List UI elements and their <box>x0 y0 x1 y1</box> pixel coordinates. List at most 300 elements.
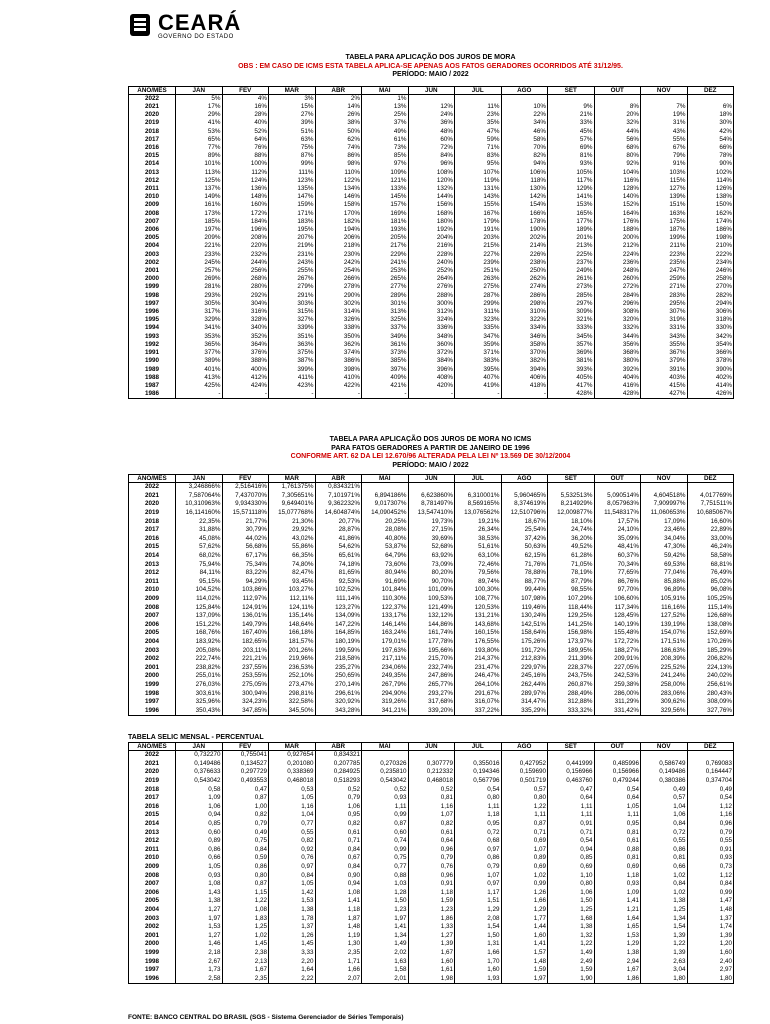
table-row <box>129 932 734 941</box>
rate-cell: 231,47% <box>455 664 502 673</box>
rate-cell: 1,16 <box>687 811 734 820</box>
year-cell: 1996 <box>129 707 176 716</box>
rate-cell: 0,156966 <box>594 768 641 777</box>
rate-cell: 0,834321% <box>315 483 362 492</box>
rate-cell: 406% <box>501 374 548 382</box>
rate-cell: 27,15% <box>408 526 455 535</box>
year-cell: 2015 <box>129 811 176 820</box>
rate-cell: 162% <box>687 210 734 218</box>
rate-cell: 0,54 <box>548 837 595 846</box>
rate-cell: 75,34% <box>222 561 269 570</box>
year-cell: 2006 <box>129 889 176 898</box>
month-column-header: MAR <box>269 743 316 751</box>
rate-cell: 204% <box>408 234 455 242</box>
rate-cell: 61% <box>362 136 409 144</box>
rate-cell: 335,29% <box>501 707 548 716</box>
table-row <box>129 854 734 863</box>
rate-cell: 188,27% <box>594 647 641 656</box>
rate-cell: 62,15% <box>501 552 548 561</box>
month-column-header: AGO <box>501 743 548 751</box>
rate-cell: 41% <box>176 119 223 127</box>
rate-cell: 18,67% <box>501 518 548 527</box>
rate-cell: 13,076562% <box>455 509 502 518</box>
rate-cell: 253,55% <box>222 672 269 681</box>
rate-cell: 0,79 <box>315 794 362 803</box>
month-column-header: MAI <box>362 475 409 483</box>
month-column-header: MAI <box>362 743 409 751</box>
table-row <box>129 923 734 932</box>
rate-cell: 81,65% <box>315 569 362 578</box>
rate-cell: 148,64% <box>269 621 316 630</box>
rate-cell: 269% <box>176 275 223 283</box>
rate-cell: 0,64 <box>408 837 455 846</box>
year-cell: 2019 <box>129 119 176 127</box>
rate-cell: 417% <box>548 382 595 390</box>
month-column-header: MAI <box>362 86 409 94</box>
year-cell: 2022 <box>129 483 176 492</box>
table-row <box>129 638 734 647</box>
rate-cell: 104,52% <box>176 586 223 595</box>
rate-cell: 0,53 <box>269 786 316 795</box>
rate-cell: 74,18% <box>315 561 362 570</box>
rate-cell: 275,05% <box>222 681 269 690</box>
rate-cell: 288,49% <box>548 690 595 699</box>
rate-cell: 208,39% <box>641 655 688 664</box>
rate-cell: 297% <box>548 300 595 308</box>
rate-cell: 276% <box>408 283 455 291</box>
rate-cell: 316% <box>222 308 269 316</box>
rate-cell: 1,06 <box>315 803 362 812</box>
rate-cell: 252% <box>408 267 455 275</box>
rate-cell: 0,77 <box>362 863 409 872</box>
rate-cell <box>501 94 548 103</box>
rate-cell: 1,11 <box>501 811 548 820</box>
rate-cell: 330% <box>687 324 734 332</box>
year-cell: 2021 <box>129 103 176 111</box>
rate-cell: 272% <box>594 283 641 291</box>
rate-cell: 215% <box>455 242 502 250</box>
rate-cell: 0,79 <box>408 854 455 863</box>
rate-cell: 169% <box>362 210 409 218</box>
rate-cell: 157% <box>362 201 409 209</box>
rate-cell: 285% <box>548 292 595 300</box>
rate-cell: 301% <box>362 300 409 308</box>
rate-cell: 1,43 <box>176 889 223 898</box>
rate-cell: 404% <box>594 374 641 382</box>
rate-cell: - <box>315 390 362 399</box>
rate-cell: 43,02% <box>269 535 316 544</box>
rate-cell: 1,67 <box>408 949 455 958</box>
month-column-header: FEV <box>222 743 269 751</box>
rate-cell: 229% <box>362 251 409 259</box>
rate-cell: 1,57 <box>501 949 548 958</box>
table-row <box>129 518 734 527</box>
rate-cell: 34,04% <box>641 535 688 544</box>
table-row <box>129 94 734 103</box>
rate-cell: 1,04 <box>641 803 688 812</box>
rate-cell: 0,834321 <box>315 751 362 760</box>
rate-cell: 415% <box>641 382 688 390</box>
rate-cell: 2,94 <box>594 958 641 967</box>
rate-cell: 63,10% <box>455 552 502 561</box>
rate-cell: 0,93 <box>687 854 734 863</box>
rate-cell: 122% <box>315 177 362 185</box>
rate-cell: 167,40% <box>222 629 269 638</box>
table-row <box>129 283 734 291</box>
rate-cell: 1,66 <box>315 966 362 975</box>
rate-cell: 64% <box>222 136 269 144</box>
rate-cell: 231% <box>269 251 316 259</box>
year-cell: 2011 <box>129 578 176 587</box>
rate-cell: 51% <box>269 128 316 136</box>
rate-cell: 0,49 <box>687 786 734 795</box>
rate-cell: 227,05% <box>594 664 641 673</box>
rate-cell: 0,201080 <box>269 760 316 769</box>
rate-cell: 1,21 <box>594 906 641 915</box>
rate-cell: 95,15% <box>176 578 223 587</box>
rate-cell: 0,89 <box>176 837 223 846</box>
rate-cell: 314% <box>315 308 362 316</box>
rate-cell: 6,310001% <box>455 492 502 501</box>
rate-cell: 163,24% <box>362 629 409 638</box>
rate-cell: 152,69% <box>687 629 734 638</box>
rate-cell: 160,15% <box>455 629 502 638</box>
rate-cell: 371% <box>455 349 502 357</box>
rate-cell: 338% <box>315 324 362 332</box>
juros-table-title: TABELA PARA APLICAÇÃO DOS JUROS DE MORA <box>345 54 516 61</box>
rate-cell: 112,11% <box>269 595 316 604</box>
rate-cell: 236,53% <box>269 664 316 673</box>
rate-cell: 17% <box>176 103 223 111</box>
rate-cell: 257% <box>176 267 223 275</box>
table-row <box>129 681 734 690</box>
rate-cell: 1,29 <box>455 906 502 915</box>
rate-cell: 24,74% <box>548 526 595 535</box>
year-cell: 1996 <box>129 975 176 984</box>
table-row <box>129 889 734 898</box>
rate-cell: 74% <box>315 144 362 152</box>
rate-cell: 53,87% <box>362 543 409 552</box>
year-cell: 2018 <box>129 518 176 527</box>
rate-cell: 0,355016 <box>455 760 502 769</box>
rate-cell: 7,101971% <box>315 492 362 501</box>
rate-cell: 1,29 <box>501 906 548 915</box>
rate-cell: 95% <box>455 160 502 168</box>
rate-cell: 52% <box>222 128 269 136</box>
rate-cell: 0,52 <box>315 786 362 795</box>
year-cell: 2015 <box>129 152 176 160</box>
rate-cell: 98% <box>315 160 362 168</box>
rate-cell: 136,01% <box>222 612 269 621</box>
rate-cell: 253% <box>362 267 409 275</box>
month-column-header: OUT <box>594 86 641 94</box>
rate-cell: 2% <box>315 94 362 103</box>
rate-cell: 1,06 <box>176 803 223 812</box>
rate-cell: 75% <box>269 144 316 152</box>
year-cell: 2007 <box>129 218 176 226</box>
rate-cell: 138% <box>687 193 734 201</box>
rate-cell: 7% <box>641 103 688 111</box>
table-row <box>129 786 734 795</box>
rate-cell: 249,35% <box>362 672 409 681</box>
table-row <box>129 672 734 681</box>
rate-cell: 175% <box>641 218 688 226</box>
rate-cell: 172,72% <box>594 638 641 647</box>
rate-cell: 0,47 <box>222 786 269 795</box>
rate-cell: 397% <box>362 366 409 374</box>
rate-cell: 0,380386 <box>641 777 688 786</box>
rate-cell: 248% <box>594 267 641 275</box>
table-row <box>129 543 734 552</box>
year-cell: 2001 <box>129 932 176 941</box>
rate-cell: 0,54 <box>594 786 641 795</box>
rate-cell: 282% <box>687 292 734 300</box>
rate-cell: 0,55 <box>641 837 688 846</box>
rate-cell: 340% <box>222 324 269 332</box>
rate-cell: 207% <box>269 234 316 242</box>
rate-cell: 1,00 <box>222 803 269 812</box>
rate-cell: 219,96% <box>269 655 316 664</box>
year-cell: 2018 <box>129 786 176 795</box>
rate-cell: 1,27 <box>176 932 223 941</box>
rate-cell: 2,22 <box>269 975 316 984</box>
rate-cell: 304% <box>222 300 269 308</box>
rate-cell: 201,26% <box>269 647 316 656</box>
rate-cell: 427% <box>641 390 688 399</box>
rate-cell: 241% <box>362 259 409 267</box>
rate-cell: 408% <box>408 374 455 382</box>
rate-cell: 17,09% <box>641 518 688 527</box>
rate-cell: 123% <box>269 177 316 185</box>
rate-cell: 2,18 <box>176 949 223 958</box>
rate-cell: 49% <box>362 128 409 136</box>
rate-cell: 428% <box>548 390 595 399</box>
rate-cell: 0,87 <box>222 880 269 889</box>
rate-cell: 183,92% <box>176 638 223 647</box>
rate-cell: 1,39 <box>687 932 734 941</box>
rate-cell: 246,47% <box>455 672 502 681</box>
rate-cell: 107,98% <box>501 595 548 604</box>
rate-cell: 0,87 <box>222 794 269 803</box>
rate-cell: 139,19% <box>641 621 688 630</box>
rate-cell: 179,01% <box>362 638 409 647</box>
rate-cell: 48,41% <box>594 543 641 552</box>
rate-cell: 48% <box>408 128 455 136</box>
rate-cell: 102% <box>687 169 734 177</box>
rate-cell: 225,52% <box>641 664 688 673</box>
month-column-header: JUN <box>408 475 455 483</box>
rate-cell: 1,60 <box>408 958 455 967</box>
rate-cell: 62% <box>315 136 362 144</box>
rate-cell: - <box>222 390 269 399</box>
rate-cell: 311,29% <box>594 698 641 707</box>
rate-cell: 271% <box>641 283 688 291</box>
rate-cell: 1,97 <box>501 975 548 984</box>
rate-cell: 185,29% <box>687 647 734 656</box>
rate-cell: 181% <box>362 218 409 226</box>
rate-cell: 318% <box>687 316 734 324</box>
rate-cell: 1,49 <box>548 949 595 958</box>
rate-cell: 88,77% <box>501 578 548 587</box>
rate-cell: 267,79% <box>362 681 409 690</box>
rate-cell: 0,212332 <box>408 768 455 777</box>
rate-cell: 283,06% <box>641 690 688 699</box>
table-row <box>129 234 734 242</box>
table-row <box>129 308 734 316</box>
rate-cell: 22% <box>501 111 548 119</box>
rate-cell: 14,604874% <box>315 509 362 518</box>
rate-cell: 255% <box>269 267 316 275</box>
rate-cell: 0,66 <box>641 863 688 872</box>
rate-cell: 393% <box>548 366 595 374</box>
rate-cell: 5,960465% <box>501 492 548 501</box>
table-row <box>129 390 734 399</box>
rate-cell: 37,42% <box>501 535 548 544</box>
rate-cell: 0,567796 <box>455 777 502 786</box>
rate-cell: 1,19 <box>315 932 362 941</box>
rate-cell: 221,21% <box>222 655 269 664</box>
rate-cell: 182% <box>315 218 362 226</box>
rate-cell: 193,80% <box>455 647 502 656</box>
rate-cell: 0,60 <box>362 829 409 838</box>
rate-cell: 264% <box>408 275 455 283</box>
rate-cell: 260% <box>594 275 641 283</box>
rate-cell: 224% <box>594 251 641 259</box>
rate-cell: 337,22% <box>455 707 502 716</box>
table-row <box>129 136 734 144</box>
rate-cell: 3% <box>269 94 316 103</box>
rate-cell: 184% <box>222 218 269 226</box>
rate-cell: 73,60% <box>362 561 409 570</box>
rate-cell: 356% <box>594 341 641 349</box>
rate-cell: 78,88% <box>501 569 548 578</box>
month-column-header: ABR <box>315 86 362 94</box>
rate-cell: 99,44% <box>501 586 548 595</box>
rate-cell <box>548 483 595 492</box>
rate-cell: 66% <box>687 144 734 152</box>
rate-cell: 0,84 <box>315 863 362 872</box>
rate-cell: 1,38 <box>269 906 316 915</box>
rate-cell: 313% <box>362 308 409 316</box>
rate-cell: 60% <box>408 136 455 144</box>
rate-cell: 0,52 <box>362 786 409 795</box>
rate-cell: 1,51 <box>455 897 502 906</box>
rate-cell <box>687 94 734 103</box>
rate-cell: 326% <box>315 316 362 324</box>
rate-cell: 0,69 <box>594 863 641 872</box>
rate-cell: 2,38 <box>222 949 269 958</box>
rate-cell: 80% <box>594 152 641 160</box>
month-column-header: AGO <box>501 86 548 94</box>
rate-cell: 109% <box>362 169 409 177</box>
rate-cell: 399% <box>269 366 316 374</box>
rate-cell: 281% <box>176 283 223 291</box>
rate-cell: 97,70% <box>594 586 641 595</box>
rate-cell: 227% <box>455 251 502 259</box>
rate-cell: 413% <box>176 374 223 382</box>
rate-cell: 15,571118% <box>222 509 269 518</box>
rate-cell: 8,057963% <box>594 500 641 509</box>
rate-cell: 208% <box>222 234 269 242</box>
rate-cell: 1,67 <box>222 966 269 975</box>
rate-cell: 239% <box>455 259 502 267</box>
table-row <box>129 647 734 656</box>
rate-cell: 334% <box>501 324 548 332</box>
rate-cell: 178% <box>501 218 548 226</box>
month-column-header: NOV <box>641 86 688 94</box>
rate-cell: 21% <box>548 111 595 119</box>
rate-cell: 411% <box>269 374 316 382</box>
rate-cell: 158,64% <box>501 629 548 638</box>
rate-cell: 72,46% <box>455 561 502 570</box>
rate-cell: 147,22% <box>315 621 362 630</box>
rate-cell: 0,82 <box>269 837 316 846</box>
rate-cell: 358% <box>501 341 548 349</box>
rate-cell: 1,65 <box>594 923 641 932</box>
rate-cell: 164,85% <box>315 629 362 638</box>
rate-cell: 64,79% <box>362 552 409 561</box>
rate-cell: 1,07 <box>408 811 455 820</box>
table-row <box>129 586 734 595</box>
month-column-header: JAN <box>176 475 223 483</box>
rate-cell: 0,479244 <box>594 777 641 786</box>
rate-cell: 302% <box>315 300 362 308</box>
rate-cell: 20,25% <box>362 518 409 527</box>
rate-cell: - <box>362 390 409 399</box>
rate-cell: 179% <box>455 218 502 226</box>
rate-cell: 354% <box>687 341 734 349</box>
table-row <box>129 820 734 829</box>
rate-cell: 0,79 <box>687 829 734 838</box>
rate-cell: 395% <box>455 366 502 374</box>
rate-cell: 1,07 <box>455 872 502 881</box>
rate-cell: 0,87 <box>501 820 548 829</box>
table-row <box>129 185 734 193</box>
rate-cell: 1,45 <box>269 940 316 949</box>
rate-cell: 390% <box>687 366 734 374</box>
rate-cell: 2,49 <box>548 958 595 967</box>
rate-cell: 0,543042 <box>176 777 223 786</box>
rate-cell: 124,91% <box>222 604 269 613</box>
rate-cell: 33% <box>548 119 595 127</box>
rate-cell: 25% <box>362 111 409 119</box>
rate-cell: 324,23% <box>222 698 269 707</box>
rate-cell: 0,159690 <box>501 768 548 777</box>
rate-cell: 2,516416% <box>222 483 269 492</box>
rate-cell: 1,20 <box>687 940 734 949</box>
rate-cell: 147% <box>269 193 316 201</box>
rate-cell: 11,548317% <box>594 509 641 518</box>
rate-cell: 17,57% <box>594 518 641 527</box>
rate-cell: 267% <box>269 275 316 283</box>
rate-cell: 341% <box>176 324 223 332</box>
rate-cell: 293% <box>176 292 223 300</box>
rate-cell: 92,53% <box>315 578 362 587</box>
rate-cell: 344% <box>594 333 641 341</box>
rate-cell: 163% <box>641 210 688 218</box>
year-cell: 1999 <box>129 949 176 958</box>
table-row <box>129 169 734 177</box>
juros-table-period: PERÍODO: MAIO / 2022 <box>392 71 469 78</box>
rate-cell <box>501 483 548 492</box>
rate-cell: 96,08% <box>687 586 734 595</box>
rate-cell: 1,18 <box>455 811 502 820</box>
rate-cell: 10% <box>501 103 548 111</box>
rate-cell: 21,77% <box>222 518 269 527</box>
rate-cell: 367% <box>641 349 688 357</box>
rate-cell: 117,34% <box>594 604 641 613</box>
rate-cell: 165% <box>548 210 595 218</box>
